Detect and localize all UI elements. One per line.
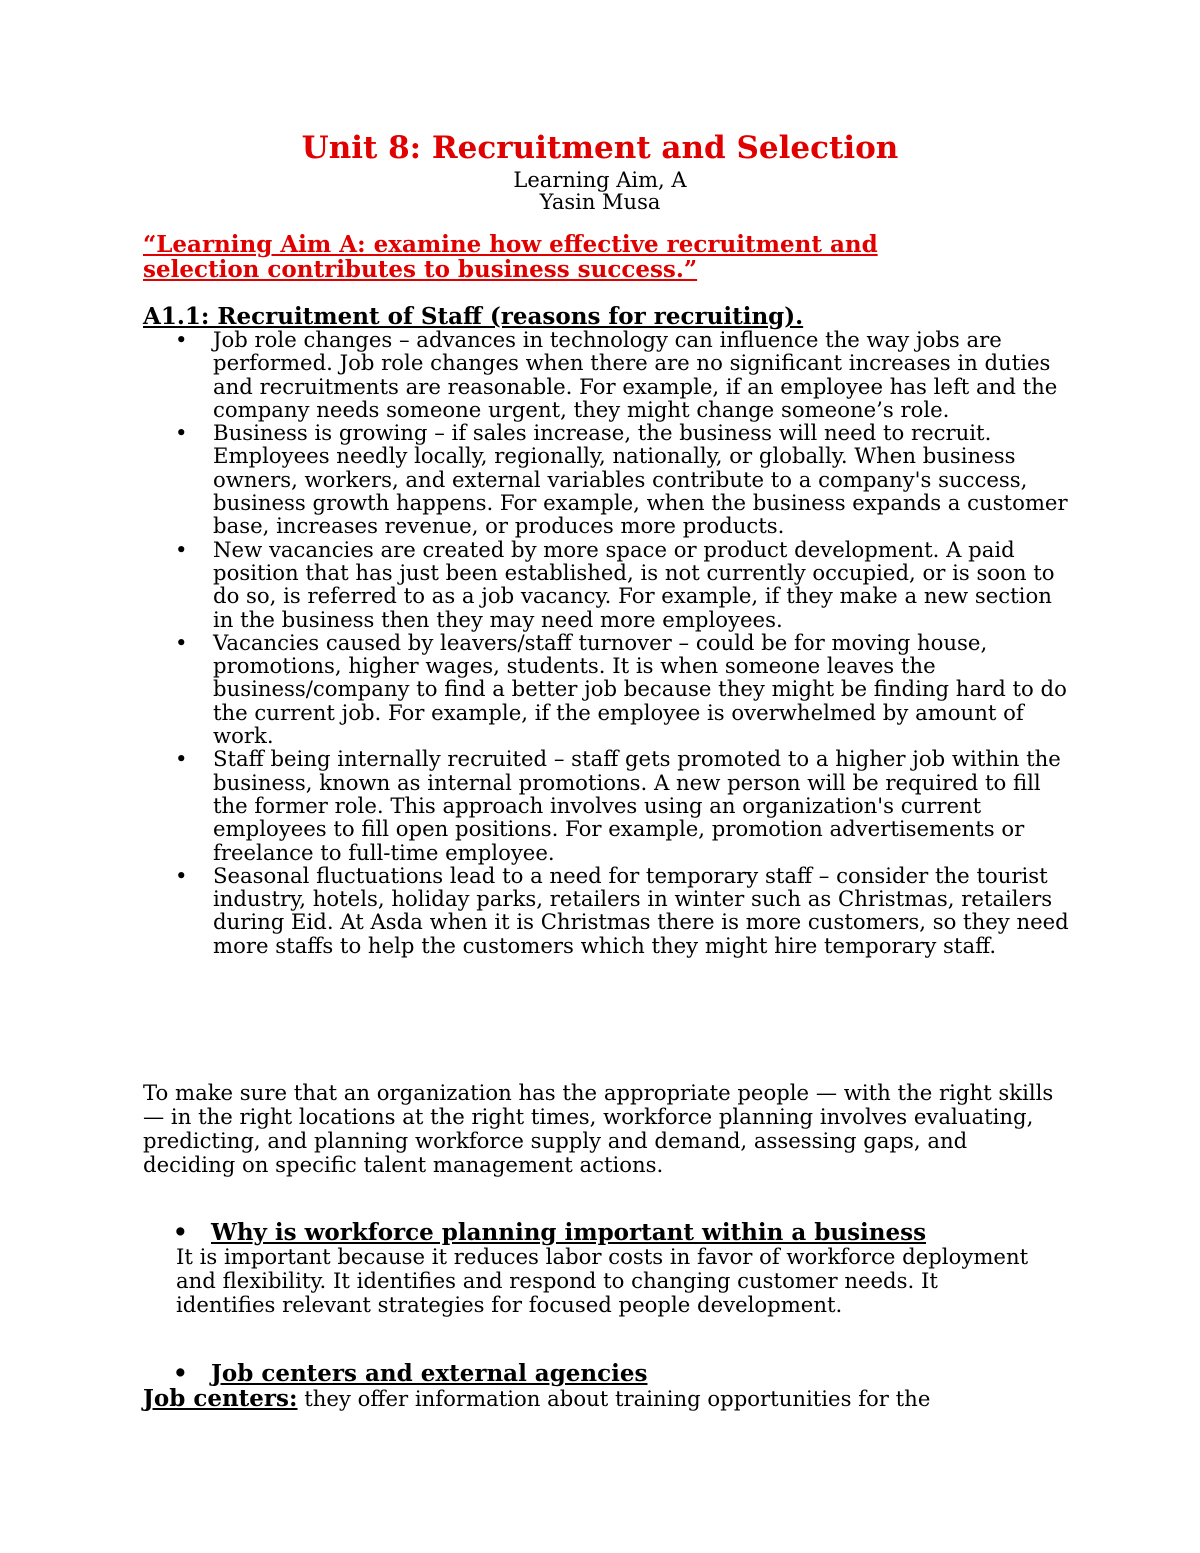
list-item-text: Seasonal fluctuations lead to a need for temporary staff – consider the tourist industry, hotels, holiday parks, retailers in winter such as Christmas, retailers during Eid. At Asda when it is Christmas there is more customers, so they need more staffs to help the customers which they might hire temporary staff. (213, 862, 1069, 958)
learning-aim-statement: “Learning Aim A: examine how effective recruitment and selection contributes to business success.” (143, 231, 878, 283)
list-item-text: Staff being internally recruited – staff gets promoted to a higher job within the business, known as internal promotions. A new person will be required to fill the former role. This approach involves using an organization's current employees to fill open positions. For example, promotion advertisements or freelance to full-time employee. (213, 746, 1061, 865)
workforce-planning-paragraph: To make sure that an organization has the appropriate people — with the right skills — in the right locations at the right times, workforce planning involves evaluating, predicting, and planning workforce supply and demand, assessing gaps, and deciding on specific talent management actions. (143, 1080, 1054, 1177)
list-item-text: New vacancies are created by more space or product development. A paid position that has just been established, is not currently occupied, or is soon to do so, is referred to as a job vacancy. For example, if they make a new section in the business then they may need more employees. (213, 536, 1055, 632)
list-item (143, 538, 1073, 631)
job-centers-text: they offer information about training opportunities for the (297, 1386, 931, 1411)
workforce-importance-heading (173, 1220, 1073, 1245)
list-item (143, 631, 1073, 747)
document-title: Unit 8: Recruitment and Selection (301, 130, 899, 166)
bullet-icon: • (175, 862, 188, 888)
workforce-importance-text: It is important because it reduces labor costs in favor of workforce deployment and flexibility. It identifies and respond to changing customer needs. It identifies relevant strategies for focused people development. (176, 1244, 1029, 1318)
job-centers-label: Job centers: (143, 1385, 298, 1412)
list-item-text: Vacancies caused by leavers/staff turnover – could be for moving house, promotions, higher wages, students. It is when someone leaves the business/company to find a better job because they might be finding hard to do the current job. For example, if the employee is overwhelmed by amount of work. (213, 629, 1067, 749)
learning-aim-label: Learning Aim, A (513, 168, 687, 192)
reasons-list (143, 328, 1073, 957)
bullet-icon: • (175, 420, 188, 446)
bullet-icon: • (175, 327, 188, 352)
author-name: Yasin Musa (539, 190, 661, 214)
bullet-icon: • (175, 629, 188, 655)
list-item (143, 864, 1073, 957)
bullet-icon: • (175, 746, 188, 772)
section-heading: A1.1: Recruitment of Staff (reasons for recruiting). (143, 303, 804, 330)
job-centers-paragraph (143, 1386, 1063, 1411)
heading-text: Job centers and external agencies (211, 1360, 648, 1387)
job-centers-heading (173, 1361, 1073, 1386)
list-item (143, 328, 1073, 421)
heading-text: Why is workforce planning important within a business (211, 1219, 927, 1246)
list-item (143, 747, 1073, 863)
list-item (143, 421, 1073, 537)
list-item-text: Job role changes – advances in technology can influence the way jobs are performed. Job role changes when there are no significant increases in duties and recruitments are reasonable. For example, if an employee has left and the company needs someone urgent, they might change someone’s role. (213, 327, 1058, 422)
bullet-icon: • (173, 1360, 188, 1387)
bullet-icon: • (175, 536, 188, 562)
bullet-icon: • (173, 1219, 188, 1246)
list-item-text: Business is growing – if sales increase, the business will need to recruit. Employees needly locally, regionally, nationally, or globally. When business owners, workers, and external variables contribute to a company's success, business growth happens. For example, when the business expands a customer base, increases revenue, or produces more products. (213, 420, 1068, 539)
